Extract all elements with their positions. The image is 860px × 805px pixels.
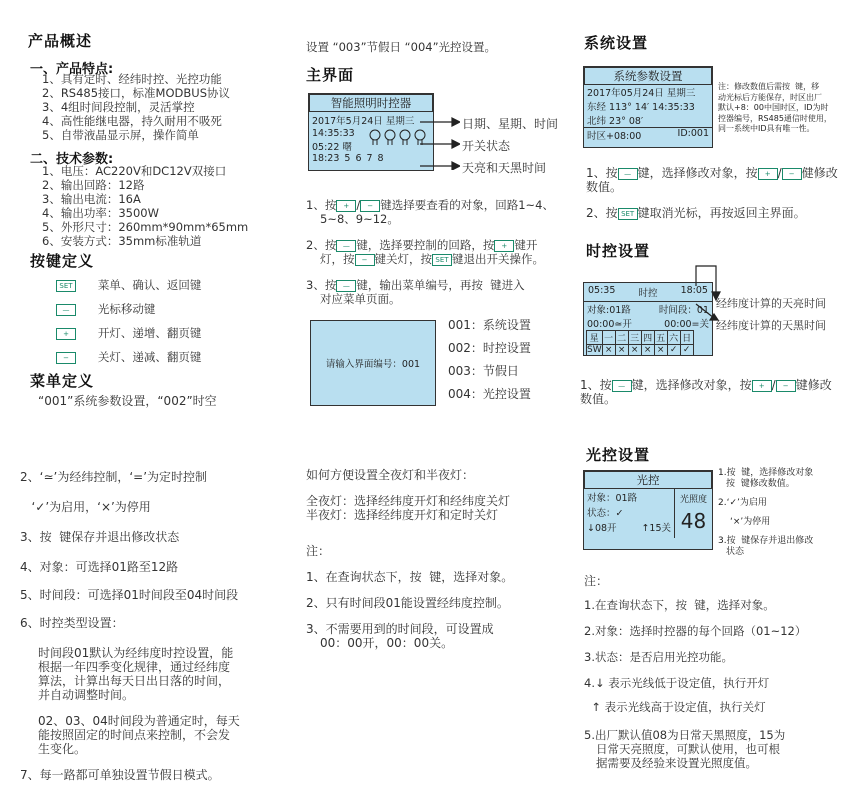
col2-top-text: 设置 “003”节假日 “004”光控设置。 (306, 40, 497, 54)
note-line: 如何方便设置全夜灯和半夜灯： (306, 468, 475, 482)
time-lcd-sunrise: 05:35 (588, 285, 616, 296)
key-row (56, 326, 201, 350)
light-item: 1.在查询状态下，按 键，选择对象。 (584, 598, 775, 612)
step-text: 2、按 (586, 206, 618, 220)
callout-switch: 开关状态 (462, 139, 511, 153)
light-item: 3.状态：是否启用光控功能。 (584, 650, 733, 664)
tech-item: 1、电压：AC220V和DC12V双接口 (42, 164, 227, 178)
main-callout-arrows (420, 110, 460, 170)
main-screen-title: 主界面 (306, 66, 355, 84)
tech-item: 6、安装方式：35mm标准轨道 (42, 234, 202, 248)
step-text: 键，选择要控制的回路，按 (356, 238, 495, 252)
time-step: 1、按 — 键，选择修改对象，按 + / − 键修改 数值。 (580, 378, 832, 406)
key-row (56, 302, 201, 326)
cursor-key-icon: — (618, 168, 638, 180)
note-line: 根据一年四季变化规律，通过经纬度 (38, 660, 231, 674)
light-lcd-lux-value: 48 (680, 509, 707, 533)
day-mark: × (641, 345, 654, 356)
cursor-key-icon: — (336, 240, 356, 252)
day-mark: × (628, 345, 641, 356)
tech-item: 3、输出电流：16A (42, 192, 141, 206)
bottom-mid-notes (306, 468, 566, 650)
cursor-key-icon: — (612, 380, 632, 392)
time-lcd-obj: 对象:01路 (587, 305, 631, 316)
light-lcd-right (675, 489, 712, 538)
light-lcd-thresholds (587, 521, 671, 536)
main-lcd-body (309, 128, 433, 168)
note-line: 半夜灯：选择经纬度开灯和定时关灯 (306, 508, 499, 522)
note-line: 并自动调整时间。 (38, 688, 135, 702)
keys-title: 按键定义 (30, 252, 95, 270)
step-text: 1、按 (586, 166, 618, 180)
light-note-line: 2.‘✓’为启用 (718, 498, 767, 508)
light-item: ↑ 表示光线高于设定值，执行关灯 (584, 700, 766, 714)
main-lcd-sunset: 18:23 (312, 153, 340, 164)
note-line: 注： (306, 544, 331, 558)
minus-key-icon: − (360, 200, 380, 212)
note-line: 全夜灯：选择经纬度开灯和经纬度关灯 (306, 494, 511, 508)
note-line: 5、时间段：可选择01时间段至04时间段 (20, 588, 239, 602)
day-mark: × (615, 345, 628, 356)
tech-item: 2、输出回路：12路 (42, 178, 145, 192)
step-text: 3、按 (306, 278, 337, 292)
key-label: 开灯、递增、翻页键 (97, 326, 202, 340)
relay-num: 8 (377, 153, 384, 164)
sys-note (718, 82, 832, 135)
sys-note-line: 动光标后方能保存，时区出厂 (718, 92, 822, 102)
sys-steps: 1、按 — 键，选择修改对象，按 + / − 健修改 数值。 2、按 SET 键取消光标，再按返回主界面。 (586, 166, 838, 220)
sys-note-line: 同一系统中ID具有唯一性。 (718, 124, 815, 133)
light-item: 5.出厂默认值08为日常天黑照度，15为 (584, 728, 786, 742)
light-lcd-state: 状态：✓ (587, 508, 624, 519)
sys-lcd-id: ID:001 (677, 128, 709, 139)
features-title: 一、产品特点: (30, 62, 114, 77)
main-lcd-time: 14:35:33 (312, 128, 355, 139)
step-text: 键关灯，按 (374, 252, 432, 266)
relay-num: 7 (366, 153, 373, 164)
key-label: 关灯、递减、翻页键 (97, 350, 202, 364)
note-line: 2、只有时间段01能设置经纬度控制。 (306, 596, 509, 610)
menu-code-item: 003：节假日 (448, 364, 519, 378)
note-line: 算法，计算出每天日出日落的时间， (38, 674, 231, 688)
day-mark: ✓ (667, 345, 680, 356)
note-paragraph (20, 646, 290, 768)
time-lcd-seg: 时间段：01 (658, 305, 709, 316)
note-line: ‘✓’为启用，‘×’为停用 (20, 500, 151, 514)
sys-lcd-lng: 东经 113° 14′ 14:35:33 (587, 102, 695, 113)
step-text: 对应菜单页面。 (320, 292, 401, 306)
sys-lcd-date: 2017年05月24日 星期三 (587, 88, 696, 99)
tech-item: 5、外形尺寸：260mm*90mm*65mm (42, 220, 249, 234)
plus-key-icon: + (758, 168, 778, 180)
time-lcd-sunset: 18:05 (680, 285, 708, 296)
day-mark: W (592, 345, 602, 355)
light-lcd (583, 470, 713, 550)
step-text: 5~8、9~12。 (320, 212, 399, 226)
main-lcd-date: 2017年5月24日 星期三 (312, 116, 415, 127)
step-text: 灯，按 (320, 252, 355, 266)
light-item: 据需要及经验来设置光照度值。 (596, 756, 757, 770)
sys-note-line: 控器编号，RS485通信时使用， (718, 113, 832, 123)
tech-list (42, 164, 248, 248)
sys-lcd-tz: 时区+08:00 (587, 131, 642, 142)
set-key-icon: SET (432, 254, 452, 266)
step-text: 健修改 (801, 166, 838, 180)
menu-code-list (448, 318, 531, 410)
light-lcd-obj: 对象：01路 (587, 493, 638, 504)
set-key-icon: SET (618, 208, 638, 220)
menu-code-item: 004：光控设置 (448, 387, 531, 401)
note-line: 时间段01默认为经纬度时控设置，能 (38, 646, 234, 660)
step-text: 键，选择修改对象，按 (637, 166, 758, 180)
light-lcd-left (584, 489, 675, 538)
light-item: 2.对象：选择时控器的每个回路（01~12） (584, 624, 807, 638)
main-step-2 (306, 238, 568, 266)
menu-text: “001”系统参数设置，“002”时空 (38, 394, 217, 408)
plus-key-icon: + (56, 328, 76, 340)
sys-lcd-title: 系统参数设置 (584, 67, 712, 85)
menu-code-item: 002：时控设置 (448, 341, 531, 355)
light-note-line: ‘×’为停用 (730, 517, 771, 527)
step-text: 数值。 (586, 180, 623, 194)
minus-key-icon: − (782, 168, 802, 180)
sys-note-line: 注：修改数值后需按 键，移 (718, 82, 820, 91)
step-text: 键修改 (795, 378, 832, 392)
time-lcd-mode: 时控 (638, 288, 658, 299)
light-item: 日常天亮照度，可默认使用，也可根 (596, 742, 780, 756)
keys-list (56, 278, 201, 374)
feature-item: 3、4组时间段控制，灵活掌控 (42, 100, 195, 114)
light-note-line: 状态 (726, 547, 745, 557)
main-step-1: 1、按 + / − 键选择要查看的对象，回路1~4、 5~8、9~12。 (306, 198, 568, 226)
step-text: 1、按 (580, 378, 612, 392)
weekday-grid (586, 330, 694, 356)
input-lcd (310, 320, 436, 406)
main-steps (306, 198, 568, 306)
step-text: 键退出开关操作。 (452, 252, 544, 266)
bottom-left-notes (20, 470, 290, 782)
note-line: 7、每一路都可单独设置节假日模式。 (20, 768, 220, 782)
day-cell: 六 (667, 331, 680, 345)
day-mark-cell (587, 345, 603, 356)
key-row (56, 278, 201, 302)
step-text: 数值。 (580, 392, 617, 406)
day-mark: S (587, 345, 593, 355)
day-cell: 五 (654, 331, 667, 345)
main-lcd-sunrise: 05:22 曙 (312, 142, 352, 153)
note-line: 6、时控类型设置： (20, 616, 124, 630)
note-line: 00：00开，00：00关。 (320, 636, 454, 650)
overview-title: 产品概述 (28, 32, 93, 50)
main-lcd-title: 智能照明时控器 (309, 94, 433, 112)
note-line: 2、‘≃’为经纬控制，‘=’为定时控制 (20, 470, 208, 484)
sys-note-line: 默认+8：00中国时区，ID为时 (718, 103, 829, 112)
sys-lcd-lat: 北纬 23° 08′ (587, 116, 644, 127)
callout-daynight: 天亮和天黑时间 (462, 161, 547, 175)
day-mark: ✓ (680, 345, 693, 356)
callout-datetime: 日期、星期、时间 (462, 117, 559, 131)
feature-item: 4、高性能继电器，持久耐用不吸死 (42, 114, 222, 128)
time-callout-arrows (690, 262, 730, 322)
sys-lcd (583, 66, 713, 148)
plus-key-icon: + (336, 200, 356, 212)
minus-key-icon: − (355, 254, 375, 266)
light-lcd-title: 光控 (584, 471, 712, 489)
note-line: 1、在查询状态下，按 键，选择对象。 (306, 570, 514, 584)
light-items (584, 598, 854, 770)
light-lcd-high: ↑15关 (641, 523, 671, 534)
light-note-line: 3.按 键保存并退出修改 (718, 536, 814, 546)
light-lcd-low: ↓08开 (587, 523, 617, 534)
day-cell: 三 (628, 331, 641, 345)
step-text: 键，选择修改对象，按 (631, 378, 752, 392)
step-text: 1、按 (306, 198, 337, 212)
step-text: 2、按 (306, 238, 337, 252)
note-line: 3、按 键保存并退出修改状态 (20, 530, 180, 544)
sys-lcd-footer (584, 127, 712, 142)
note-line: 02、03、04时间段为普通定时，每天 (38, 714, 240, 728)
note-line: 4、对象：可选择01路至12路 (20, 560, 179, 574)
relay-num: 6 (355, 153, 362, 164)
plus-key-icon: + (752, 380, 772, 392)
day-cell: 一 (602, 331, 615, 345)
tech-item: 4、输出功率：3500W (42, 206, 159, 220)
day-cell: 二 (615, 331, 628, 345)
relay-num: 5 (344, 153, 351, 164)
time-settings-title: 时控设置 (586, 242, 651, 260)
day-cell: 日 (680, 331, 693, 345)
time-lcd-off: 00:00=关 (664, 319, 709, 330)
day-mark: × (602, 345, 615, 356)
tech-title: 二、技术参数: (30, 152, 114, 167)
day-cell: 星 (587, 331, 603, 345)
step-text: 键，输出菜单编号，再按 键进入 (356, 278, 525, 292)
light-lcd-body (584, 489, 712, 538)
feature-item: 5、自带液晶显示屏，操作简单 (42, 128, 199, 142)
main-step-3 (306, 278, 568, 306)
input-prompt: 请输入界面编号：001 (325, 359, 421, 370)
cursor-key-icon: — (336, 280, 356, 292)
minus-key-icon: − (56, 352, 76, 364)
light-note-line: 按 键修改数值。 (726, 479, 795, 489)
main-lcd-sunset-row (312, 153, 430, 164)
set-key-icon: SET (56, 280, 76, 292)
time-callout-sunset: 经纬度计算的天黑时间 (716, 319, 826, 332)
feature-item: 2、RS485接口，标准MODBUS协议 (42, 86, 230, 100)
menu-title: 菜单定义 (30, 372, 95, 390)
light-item: 4.↓ 表示光线低于设定值，执行开灯 (584, 676, 770, 690)
minus-key-icon: − (776, 380, 796, 392)
light-zhu: 注： (584, 574, 609, 588)
time-lcd-on: 00:00≃开 (587, 319, 632, 330)
note-line: 3、不需要用到的时间段，可设置成 (306, 622, 494, 636)
feature-item: 1、具有定时、经纬时控、光控功能 (42, 72, 222, 86)
day-mark: × (654, 345, 667, 356)
sys-settings-title: 系统设置 (584, 34, 649, 52)
main-lcd (308, 93, 434, 171)
day-cell: 四 (641, 331, 654, 345)
note-line: 能按照固定的时间点来控制，不会发 (38, 728, 231, 742)
cursor-key-icon: — (56, 304, 76, 316)
light-lcd-lux-label: 光照度 (679, 495, 707, 505)
light-settings-title: 光控设置 (586, 446, 651, 464)
light-note-line: 1.按 键，选择修改对象 (718, 468, 814, 478)
light-notes (718, 468, 813, 558)
key-label: 光标移动键 (97, 302, 156, 316)
step-text: 键选择要查看的对象，回路1~4、 (380, 198, 554, 212)
key-label: 菜单、确认、返回键 (97, 278, 202, 292)
time-callout-sunrise: 经纬度计算的天亮时间 (716, 297, 826, 310)
menu-code-item: 001：系统设置 (448, 318, 531, 332)
features-list (42, 72, 230, 142)
step-text: 键开 (514, 238, 538, 252)
step-text: 键取消光标，再按返回主界面。 (637, 206, 806, 220)
note-line: 生变化。 (38, 742, 87, 756)
plus-key-icon: + (494, 240, 514, 252)
